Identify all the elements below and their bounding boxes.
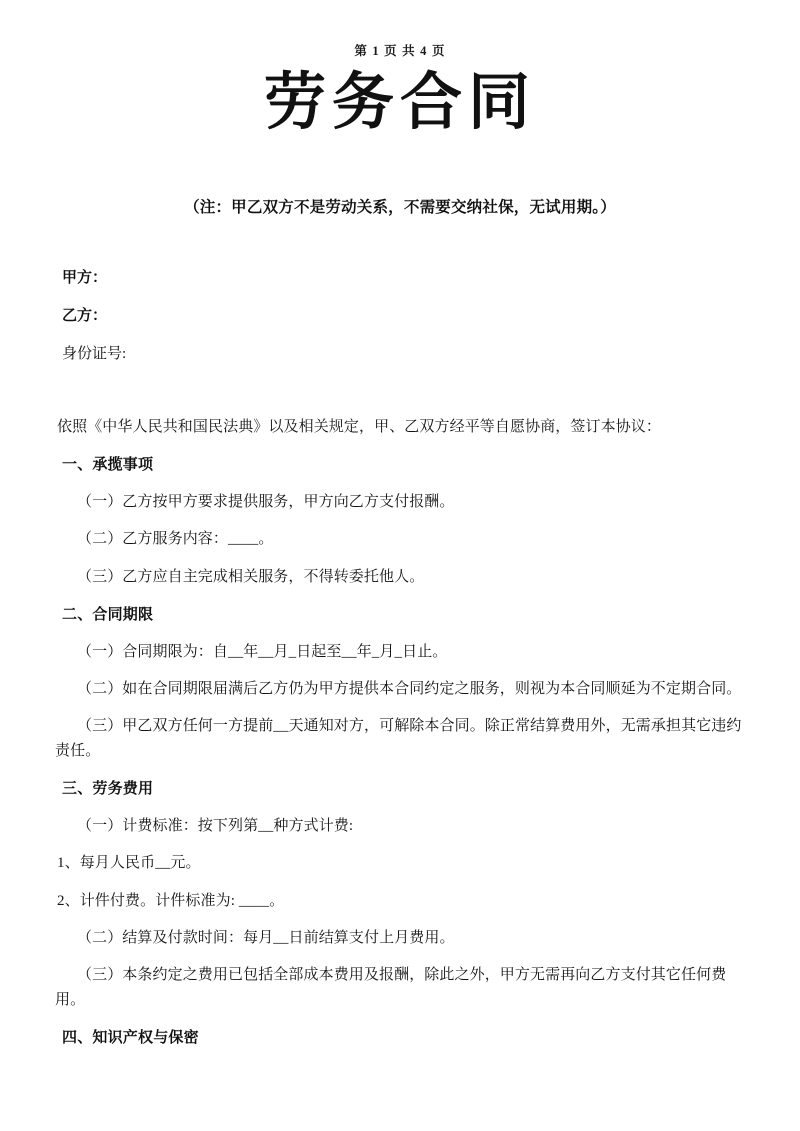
section-heading: 三、劳务费用	[62, 781, 154, 798]
section-3	[55, 777, 745, 1012]
clause-item: （三）乙方应自主完成相关服务，不得转委托他人。	[77, 568, 425, 585]
party-a-label: 甲方：	[62, 269, 108, 286]
clause-item: （一）计费标准：按下列第__种方式计费:	[77, 818, 354, 835]
clause-item: （一）合同期限为：自__年__月_日起至__年_月_日止。	[77, 643, 448, 660]
document-note: （注：甲乙双方不是劳动关系，不需要交纳社保，无试用期。）	[184, 199, 616, 217]
party-b-label: 乙方：	[62, 308, 108, 325]
intro-paragraph: 依照《中华人民共和国民法典》以及相关规定，甲、乙双方经平等自愿协商，签订本协议：	[57, 418, 662, 435]
clause-item: （二）结算及付款时间：每月__日前结算支付上月费用。	[77, 929, 455, 946]
clause-item: 2、计件付费。计件标准为: ____。	[57, 892, 285, 909]
clause-item: （三）甲乙双方任何一方提前__天通知对方，可解除本合同。除正常结算费用外，无需承担其它违约责任。	[55, 718, 742, 759]
section-2	[55, 603, 745, 763]
page-number-header: 第 1 页 共 4 页	[354, 44, 446, 58]
id-number-label: 身份证号:	[62, 346, 127, 363]
clause-item: （一）乙方按甲方要求提供服务，甲方向乙方支付报酬。	[77, 494, 455, 510]
section-heading: 一、承揽事项	[62, 457, 154, 473]
section-4	[55, 1026, 745, 1050]
section-1	[55, 453, 745, 589]
clause-item: （三）本条约定之费用已包括全部成本费用及报酬，除此之外，甲方无需再向乙方支付其它任何费用。	[55, 967, 727, 1008]
party-block	[55, 267, 745, 367]
document-title: 劳务合同	[263, 65, 536, 138]
section-heading: 四、知识产权与保密	[62, 1029, 199, 1046]
clause-item: （二）乙方服务内容：____。	[77, 531, 274, 548]
clause-item: （二）如在合同期限届满后乙方仍为甲方提供本合同约定之服务，则视为本合同顺延为不定期合同。	[77, 681, 742, 698]
section-heading: 二、合同期限	[62, 606, 154, 623]
clause-item: 1、每月人民币__元。	[57, 855, 201, 872]
